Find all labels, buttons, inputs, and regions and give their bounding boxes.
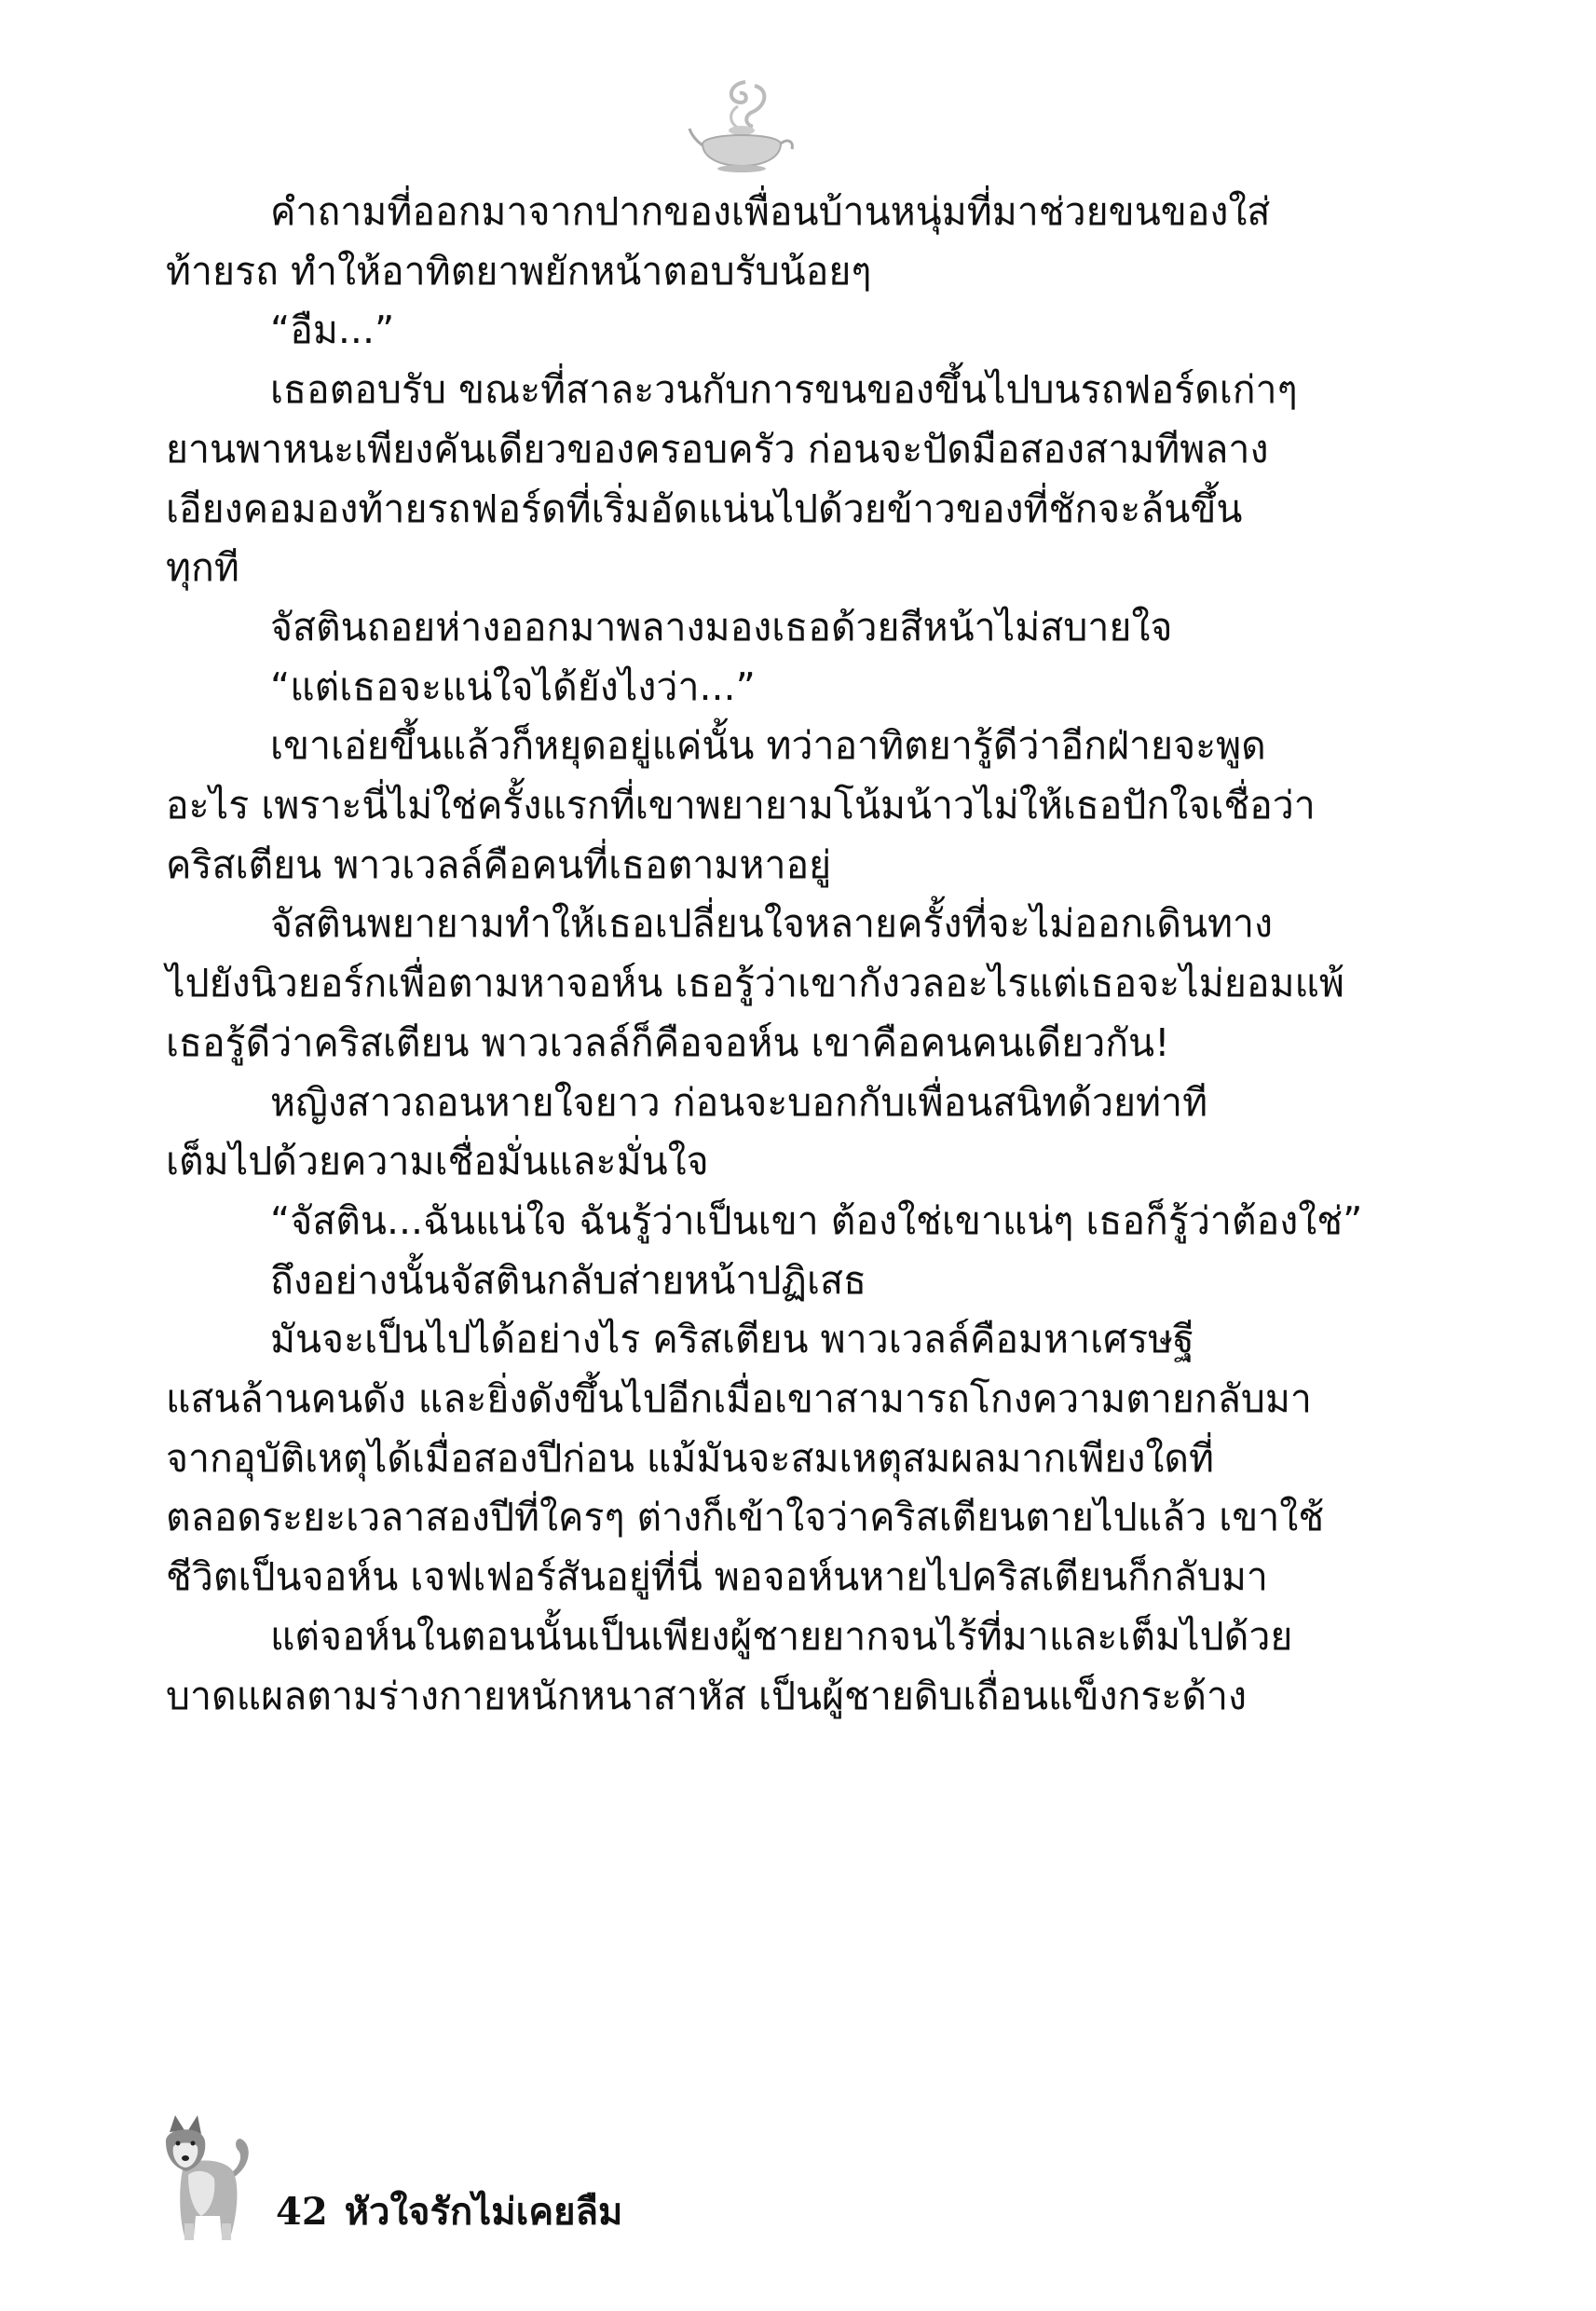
body-text (166, 183, 1363, 1726)
paragraph-line: อะไร เพราะนี่ไม่ใช่ครั้งแรกที่เขาพยายามโน้มน้าวไม่ให้เธอปักใจเชื่อว่า (166, 783, 1316, 828)
paragraph-line: มันจะเป็นไปได้อย่างไร คริสเตียน พาวเวลล์คือมหาเศรษฐี (270, 1317, 1194, 1362)
paragraph-line: ไปยังนิวยอร์กเพื่อตามหาจอห์น เธอรู้ว่าเขากังวลอะไรแต่เธอจะไม่ยอมแพ้ (166, 961, 1344, 1006)
husky-dog-icon (157, 2113, 257, 2242)
paragraph-line: เต็มไปด้วยความเชื่อมั่นและมั่นใจ (166, 1139, 709, 1184)
genie-lamp-icon (688, 75, 798, 177)
paragraph-line: ทุกที (166, 545, 239, 591)
paragraph-line: ตลอดระยะเวลาสองปีที่ใครๆ ต่างก็เข้าใจว่าคริสเตียนตายไปแล้ว เขาใช้ (166, 1495, 1325, 1540)
paragraph-line: คำถามที่ออกมาจากปากของเพื่อนบ้านหนุ่มที่มาช่วยขนของใส่ (270, 189, 1271, 234)
book-title: หัวใจรักไม่เคยลืม (344, 2190, 623, 2234)
paragraph-line: แสนล้านคนดัง และยิ่งดังขึ้นไปอีกเมื่อเขาสามารถโกงความตายกลับมา (166, 1376, 1312, 1422)
paragraph-line: ถึงอย่างนั้นจัสตินกลับส่ายหน้าปฏิเสธ (270, 1257, 867, 1303)
paragraph-line: ยานพาหนะเพียงคันเดียวของครอบครัว ก่อนจะปัดมือสองสามทีพลาง (166, 426, 1269, 472)
paragraph-line: แต่จอห์นในตอนนั้นเป็นเพียงผู้ชายยากจนไร้ที่มาและเต็มไปด้วย (270, 1613, 1293, 1659)
paragraph-line: เธอรู้ดีว่าคริสเตียน พาวเวลล์ก็คือจอห์น เขาคือคนคนเดียวกัน! (166, 1019, 1170, 1065)
paragraph-line: เขาเอ่ยขึ้นแล้วก็หยุดอยู่แค่นั้น ทว่าอาทิตยารู้ดีว่าอีกฝ่ายจะพูด (270, 723, 1266, 769)
paragraph-line: จัสตินพยายามทำให้เธอเปลี่ยนใจหลายครั้งที่จะไม่ออกเดินทาง (270, 901, 1274, 947)
paragraph-line: ชีวิตเป็นจอห์น เจฟเฟอร์สันอยู่ที่นี่ พอจอห์นหายไปคริสเตียนก็กลับมา (166, 1554, 1268, 1600)
paragraph-line: “อืม...” (270, 308, 395, 353)
paragraph-line: เอียงคอมองท้ายรถฟอร์ดที่เริ่มอัดแน่นไปด้วยข้าวของที่ชักจะล้นขึ้น (166, 485, 1243, 531)
paragraph-line: เธอตอบรับ ขณะที่สาละวนกับการขนของขึ้นไปบนรถฟอร์ดเก่าๆ (270, 367, 1298, 413)
paragraph-line: “จัสติน...ฉันแน่ใจ ฉันรู้ว่าเป็นเขา ต้องใช่เขาแน่ๆ เธอก็รู้ว่าต้องใช่” (270, 1197, 1363, 1243)
page-footer (157, 2113, 809, 2244)
paragraph-line: บาดแผลตามร่างกายหนักหนาสาหัส เป็นผู้ชายดิบเถื่อนแข็งกระด้าง (166, 1673, 1248, 1718)
paragraph-line: หญิงสาวถอนหายใจยาว ก่อนจะบอกกับเพื่อนสนิทด้วยท่าที (270, 1079, 1208, 1125)
paragraph-line: ท้ายรถ ทำให้อาทิตยาพยักหน้าตอบรับน้อยๆ (166, 248, 872, 294)
page-number: 42 (276, 2190, 328, 2234)
running-footer (276, 2192, 622, 2233)
paragraph-line: จัสตินถอยห่างออกมาพลางมองเธอด้วยสีหน้าไม่สบายใจ (270, 604, 1173, 650)
paragraph-line: จากอุบัติเหตุได้เมื่อสองปีก่อน แม้มันจะสมเหตุสมผลมากเพียงใดที่ (166, 1435, 1215, 1481)
paragraph-line: คริสเตียน พาวเวลล์คือคนที่เธอตามหาอยู่ (166, 841, 832, 887)
paragraph-line: “แต่เธอจะแน่ใจได้ยังไงว่า...” (270, 663, 756, 709)
